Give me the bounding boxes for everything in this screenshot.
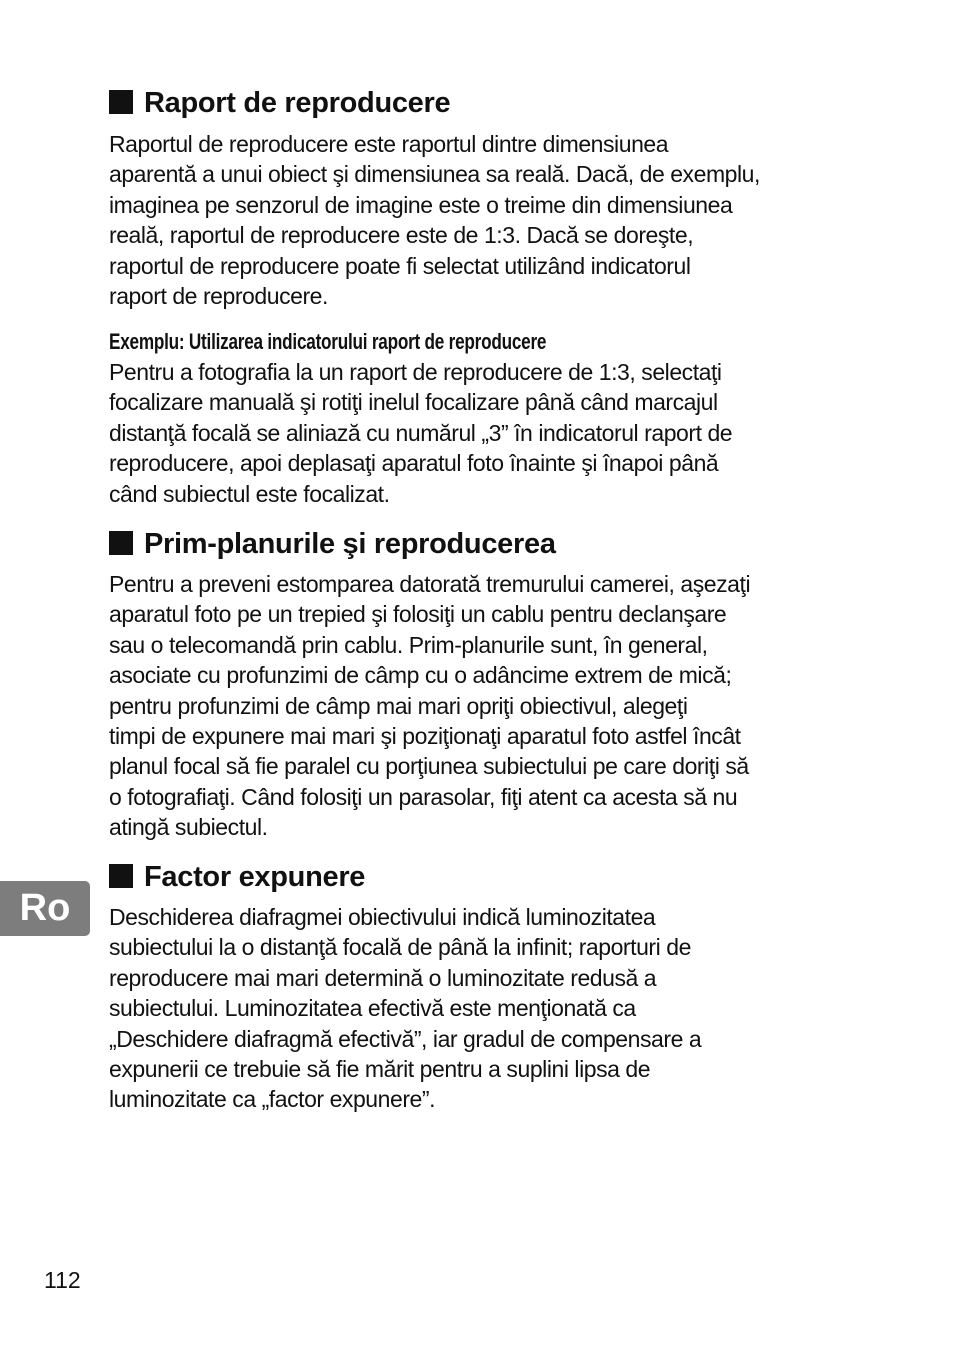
text-line: raportul de reproducere poate fi selectat utilizând indicatorul bbox=[109, 252, 691, 279]
paragraph-raport bbox=[109, 129, 760, 311]
text-line: Pentru a preveni estomparea datorată tremurului camerei, aşezaţi bbox=[109, 571, 751, 597]
text-line: aparatul foto pe un trepied şi folosiţi un cablu pentru declanşare bbox=[109, 601, 727, 628]
text-line: luminozitate ca „factor expunere”. bbox=[109, 1086, 436, 1113]
text-line: Pentru a fotografia la un raport de reproducere de 1:3, selectaţi bbox=[109, 359, 722, 385]
heading-text: Factor expunere bbox=[144, 861, 366, 893]
paragraph-factor-expunere bbox=[109, 902, 701, 1115]
text-line: imaginea pe senzorul de imagine este o treime din dimensiunea bbox=[109, 191, 733, 218]
text-line: distanţă focală se aliniază cu numărul „3” în indicatorul raport de bbox=[109, 419, 733, 446]
square-bullet-icon bbox=[109, 531, 133, 555]
text-line: reproducere mai mari determină o luminozitate redusă a bbox=[109, 964, 657, 991]
text-line: timpi de expunere mai mari şi poziţionaţi aparatul foto astfel încât bbox=[109, 722, 741, 749]
text-line: raport de reproducere. bbox=[109, 282, 328, 309]
text-line: „Deschidere diafragmă efectivă”, iar gradul de compensare a bbox=[109, 1025, 702, 1052]
square-bullet-icon bbox=[109, 864, 133, 888]
paragraph-prim-planuri bbox=[109, 569, 750, 843]
text-line: pentru profunzimi de câmp mai mari opriţi obiectivul, alegeţi bbox=[109, 692, 688, 719]
text-line: reală, raportul de reproducere este de 1:3. Dacă se doreşte, bbox=[109, 222, 694, 249]
paragraph-example bbox=[109, 357, 732, 509]
heading-text: Raport de reproducere bbox=[144, 87, 451, 119]
text-line: subiectului. Luminozitatea efectivă este menţionată ca bbox=[109, 995, 636, 1022]
heading-text: Prim-planurile şi reproducerea bbox=[144, 528, 556, 560]
square-bullet-icon bbox=[109, 90, 133, 114]
language-tab: Ro bbox=[0, 881, 90, 936]
text-line: reproducere, apoi deplasaţi aparatul foto înainte şi înapoi până bbox=[109, 450, 719, 477]
text-line: o fotografiaţi. Când folosiţi un parasolar, fiţi atent ca acesta să nu bbox=[109, 783, 738, 810]
text-line: planul focal să fie paralel cu porţiunea subiectului pe care doriţi să bbox=[109, 753, 749, 780]
text-line: asociate cu profunzimi de câmp cu o adâncime extrem de mică; bbox=[109, 662, 732, 689]
text-line: aparentă a unui obiect şi dimensiunea sa reală. Dacă, de exemplu, bbox=[109, 161, 760, 188]
text-line: când subiectul este focalizat. bbox=[109, 480, 390, 507]
text-line: expunerii ce trebuie să fie mărit pentru a suplini lipsa de bbox=[109, 1055, 651, 1082]
text-line: subiectului la o distanţă focală de până la infinit; raporturi de bbox=[109, 934, 691, 961]
text-line: atingă subiectul. bbox=[109, 814, 268, 841]
example-title: Exemplu: Utilizarea indicatorului raport de reproducere bbox=[109, 329, 547, 354]
text-line: Deschiderea diafragmei obiectivului indică luminozitatea bbox=[109, 904, 656, 930]
text-line: focalizare manuală şi rotiţi inelul focalizare până când marcajul bbox=[109, 389, 718, 416]
section-heading-raport bbox=[109, 86, 450, 120]
section-heading-prim-planuri bbox=[109, 527, 556, 561]
text-line: sau o telecomandă prin cablu. Prim-planurile sunt, în general, bbox=[109, 631, 708, 658]
text-line: Raportul de reproducere este raportul dintre dimensiunea bbox=[109, 131, 669, 157]
page-number: 112 bbox=[44, 1267, 81, 1293]
section-heading-factor-expunere bbox=[109, 860, 365, 894]
